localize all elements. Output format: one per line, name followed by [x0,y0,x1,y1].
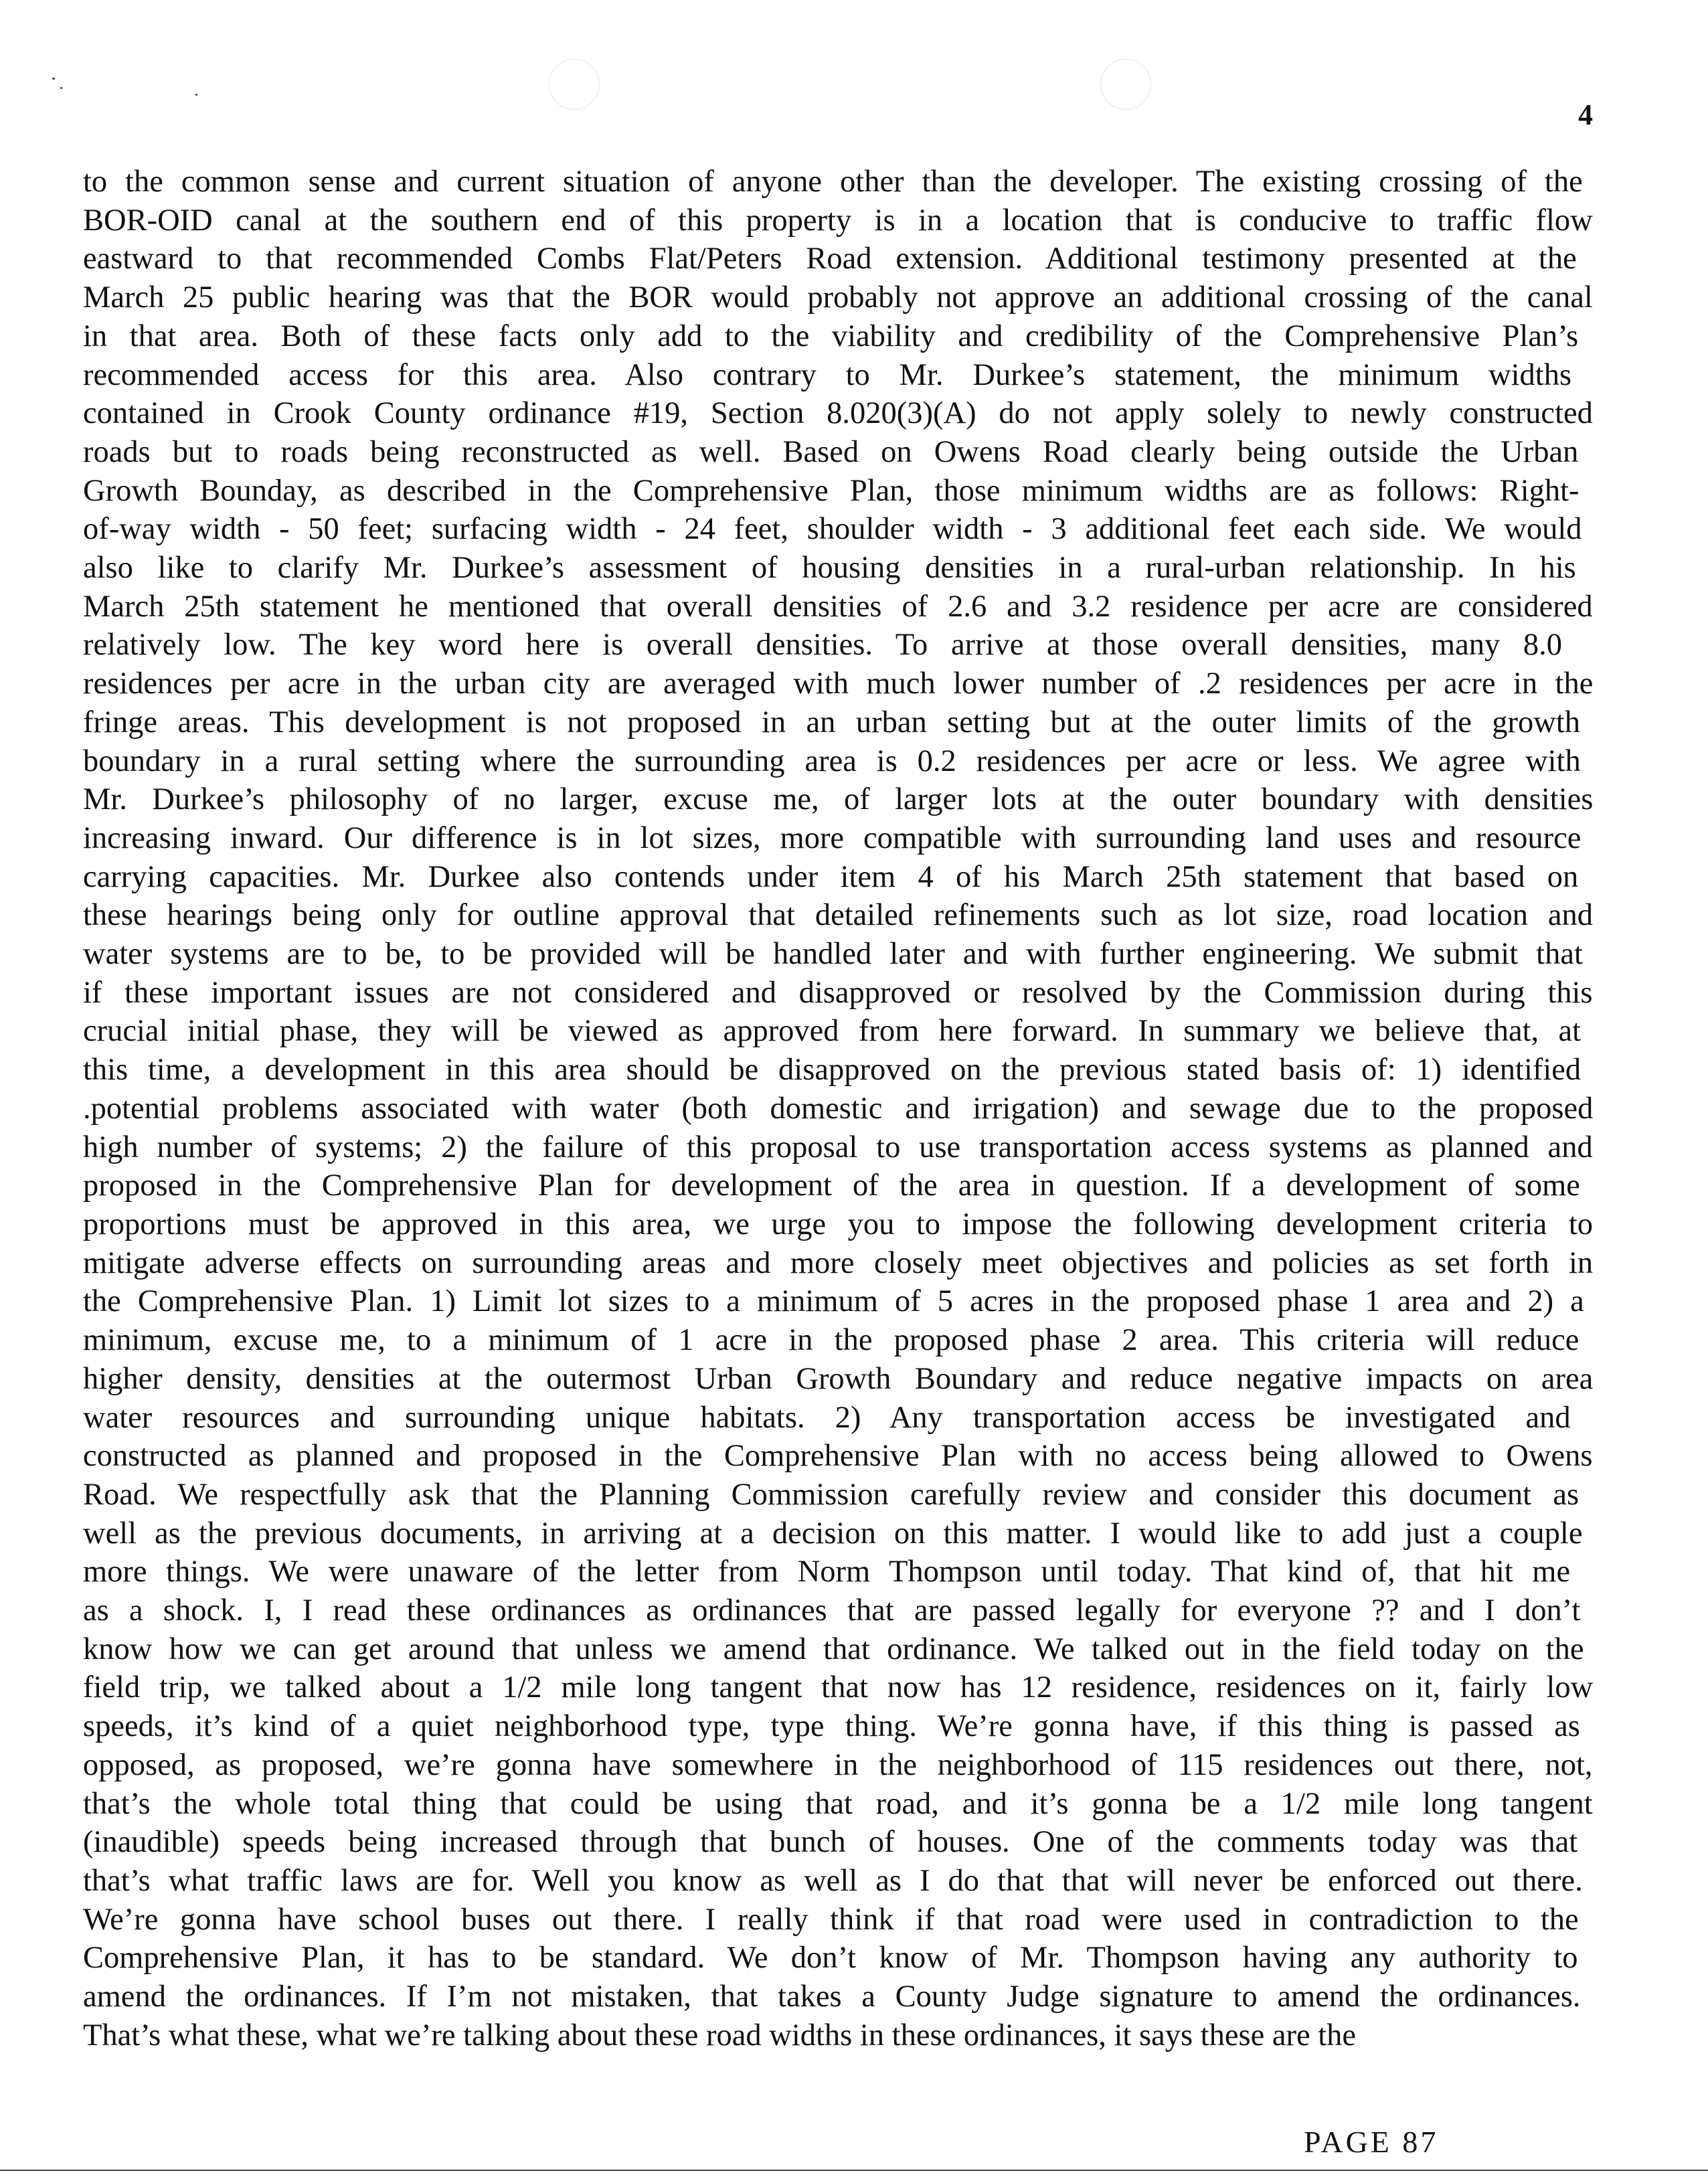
scan-speck [60,87,62,89]
body-text-line: boundary in a rural setting where the surrounding area is 0.2 residences per acre or less. We agree with [83,744,1581,778]
body-text-line: proportions must be approved in this area, we urge you to impose the following development criteria to [83,1207,1593,1241]
body-text-line: to the common sense and current situation of anyone other than the developer. The existing crossing of the [83,165,1583,199]
body-text-line: March 25 public hearing was that the BOR would probably not approve an additional crossing of the canal [83,280,1593,315]
scan-speck [195,94,197,96]
body-text-line: more things. We were unaware of the letter from Norm Thompson until today. That kind of, that hit me [83,1555,1571,1589]
body-text-line: Comprehensive Plan, it has to be standard. We don’t know of Mr. Thompson having any authority to [83,1941,1578,1976]
body-text-line: Mr. Durkee’s philosophy of no larger, excuse me, of larger lots at the outer boundary with densities [83,782,1594,817]
body-text-line: the Comprehensive Plan. 1) Limit lot sizes to a minimum of 5 acres in the proposed phase 1 area and 2) a [83,1284,1584,1319]
body-text-line: amend the ordinances. If I’m not mistaken, that takes a County Judge signature to amend the ordinances. [83,1980,1581,2014]
body-text-line: that’s the whole total thing that could be using that road, and it’s gonna be a 1/2 mile long tangent [83,1786,1593,1821]
body-text-line: recommended access for this area. Also contrary to Mr. Durkee’s statement, the minimum widths [83,357,1572,392]
body-text-line: increasing inward. Our difference is in lot sizes, more compatible with surrounding land uses and resource [83,820,1582,855]
body-text-line: We’re gonna have school buses out there. I really think if that road were used in contradiction to the [83,1902,1579,1937]
body-text-line: that’s what traffic laws are for. Well you know as well as I do that that will never be enforced out there. [83,1863,1583,1898]
body-text-line: this time, a development in this area should be disapproved on the previous stated basis of: 1) identified [83,1053,1582,1087]
body-text-line: March 25th statement he mentioned that overall densities of 2.6 and 3.2 residence per acre are considered [83,589,1593,624]
body-text-line: water resources and surrounding unique habitats. 2) Any transportation access be investigated and [83,1400,1571,1435]
body-text-line: contained in Crook County ordinance #19, Section 8.020(3)(A) do not apply solely to newly constructed [83,396,1593,431]
body-text-line: of-way width - 50 feet; surfacing width - 24 feet, shoulder width - 3 additional feet each side. We would [83,512,1582,547]
scan-speck [52,78,55,80]
punch-hole-left [549,59,600,110]
body-text-line: proposed in the Comprehensive Plan for development of the area in question. If a development of some [83,1168,1580,1203]
body-text-line: in that area. Both of these facts only add to the viability and credibility of the Comprehensive Plan’s [83,319,1579,353]
body-text-line: carrying capacities. Mr. Durkee also contends under item 4 of his March 25th statement that based on [83,859,1579,894]
body-text-line: water systems are to be, to be provided will be handled later and with further engineering. We submit that [83,937,1583,972]
body-text-line: mitigate adverse effects on surrounding areas and more closely meet objectives and policies as set forth in [83,1245,1594,1280]
body-text-line: know how we can get around that unless we amend that ordinance. We talked out in the field today on the [83,1632,1584,1666]
body-text-line: as a shock. I, I read these ordinances as ordinances that are passed legally for everyone ?? and I don’t [83,1593,1581,1628]
body-text-line: relatively low. The key word here is overall densities. To arrive at those overall densities, many 8.0 [83,628,1563,663]
page-number: 4 [1578,98,1593,131]
body-text-line: these hearings being only for outline approval that detailed refinements such as lot size, road location and [83,898,1594,933]
body-text-line: Road. We respectfully ask that the Planning Commission carefully review and consider this document as [83,1477,1579,1512]
body-text-line: high number of systems; 2) the failure of this proposal to use transportation access systems as planned and [83,1130,1593,1164]
body-text-line: crucial initial phase, they will be viewed as approved from here forward. In summary we believe that, at [83,1014,1582,1049]
body-text-line: residences per acre in the urban city are averaged with much lower number of .2 residences per acre in the [83,667,1594,701]
body-text-line: field trip, we talked about a 1/2 mile long tangent that now has 12 residence, residences on it, fairly low [83,1670,1594,1705]
body-text-line: .potential problems associated with water (both domestic and irrigation) and sewage due to the proposed [83,1091,1594,1126]
body-text-line: opposed, as proposed, we’re gonna have somewhere in the neighborhood of 115 residences out there, not, [83,1747,1593,1782]
body-text-line: well as the previous documents, in arriving at a decision on this matter. I would like to add just a couple [83,1516,1583,1551]
footer-page-stamp: PAGE 87 [1304,2127,1439,2154]
body-text-line: Growth Bounday, as described in the Comprehensive Plan, those minimum widths are as follows: Right- [83,473,1579,508]
body-text-line: higher density, densities at the outermost Urban Growth Boundary and reduce negative impacts on area [83,1361,1594,1396]
body-text-line: (inaudible) speeds being increased through that bunch of houses. One of the comments today was that [83,1825,1578,1860]
body-text-line: minimum, excuse me, to a minimum of 1 acre in the proposed phase 2 area. This criteria will reduce [83,1323,1579,1358]
body-text-line: roads but to roads being reconstructed as well. Based on Owens Road clearly being outside the Urban [83,434,1579,469]
body-text-line: That’s what these, what we’re talking about these road widths in these ordinances, it says these are the [83,2018,1357,2053]
body-text-line: speeds, it’s kind of a quiet neighborhood type, type thing. We’re gonna have, if this thing is passed as [83,1709,1580,1744]
punch-hole-right [1100,59,1151,110]
body-text-line: if these important issues are not considered and disapproved or resolved by the Commission during this [83,975,1593,1010]
body-text-line: constructed as planned and proposed in the Comprehensive Plan with no access being allowed to Owens [83,1439,1593,1474]
body-text-line: BOR-OID canal at the southern end of this property is in a location that is conducive to traffic flow [83,203,1593,238]
body-text-line: fringe areas. This development is not proposed in an urban setting but at the outer limits of the growth [83,705,1580,739]
scan-bottom-edge [0,2170,1708,2171]
body-text-line: eastward to that recommended Combs Flat/Peters Road extension. Additional testimony presented at the [83,242,1577,276]
body-text-line: also like to clarify Mr. Durkee’s assessment of housing densities in a rural-urban relationship. In his [83,551,1576,586]
testimony-body-text [83,163,1593,2055]
